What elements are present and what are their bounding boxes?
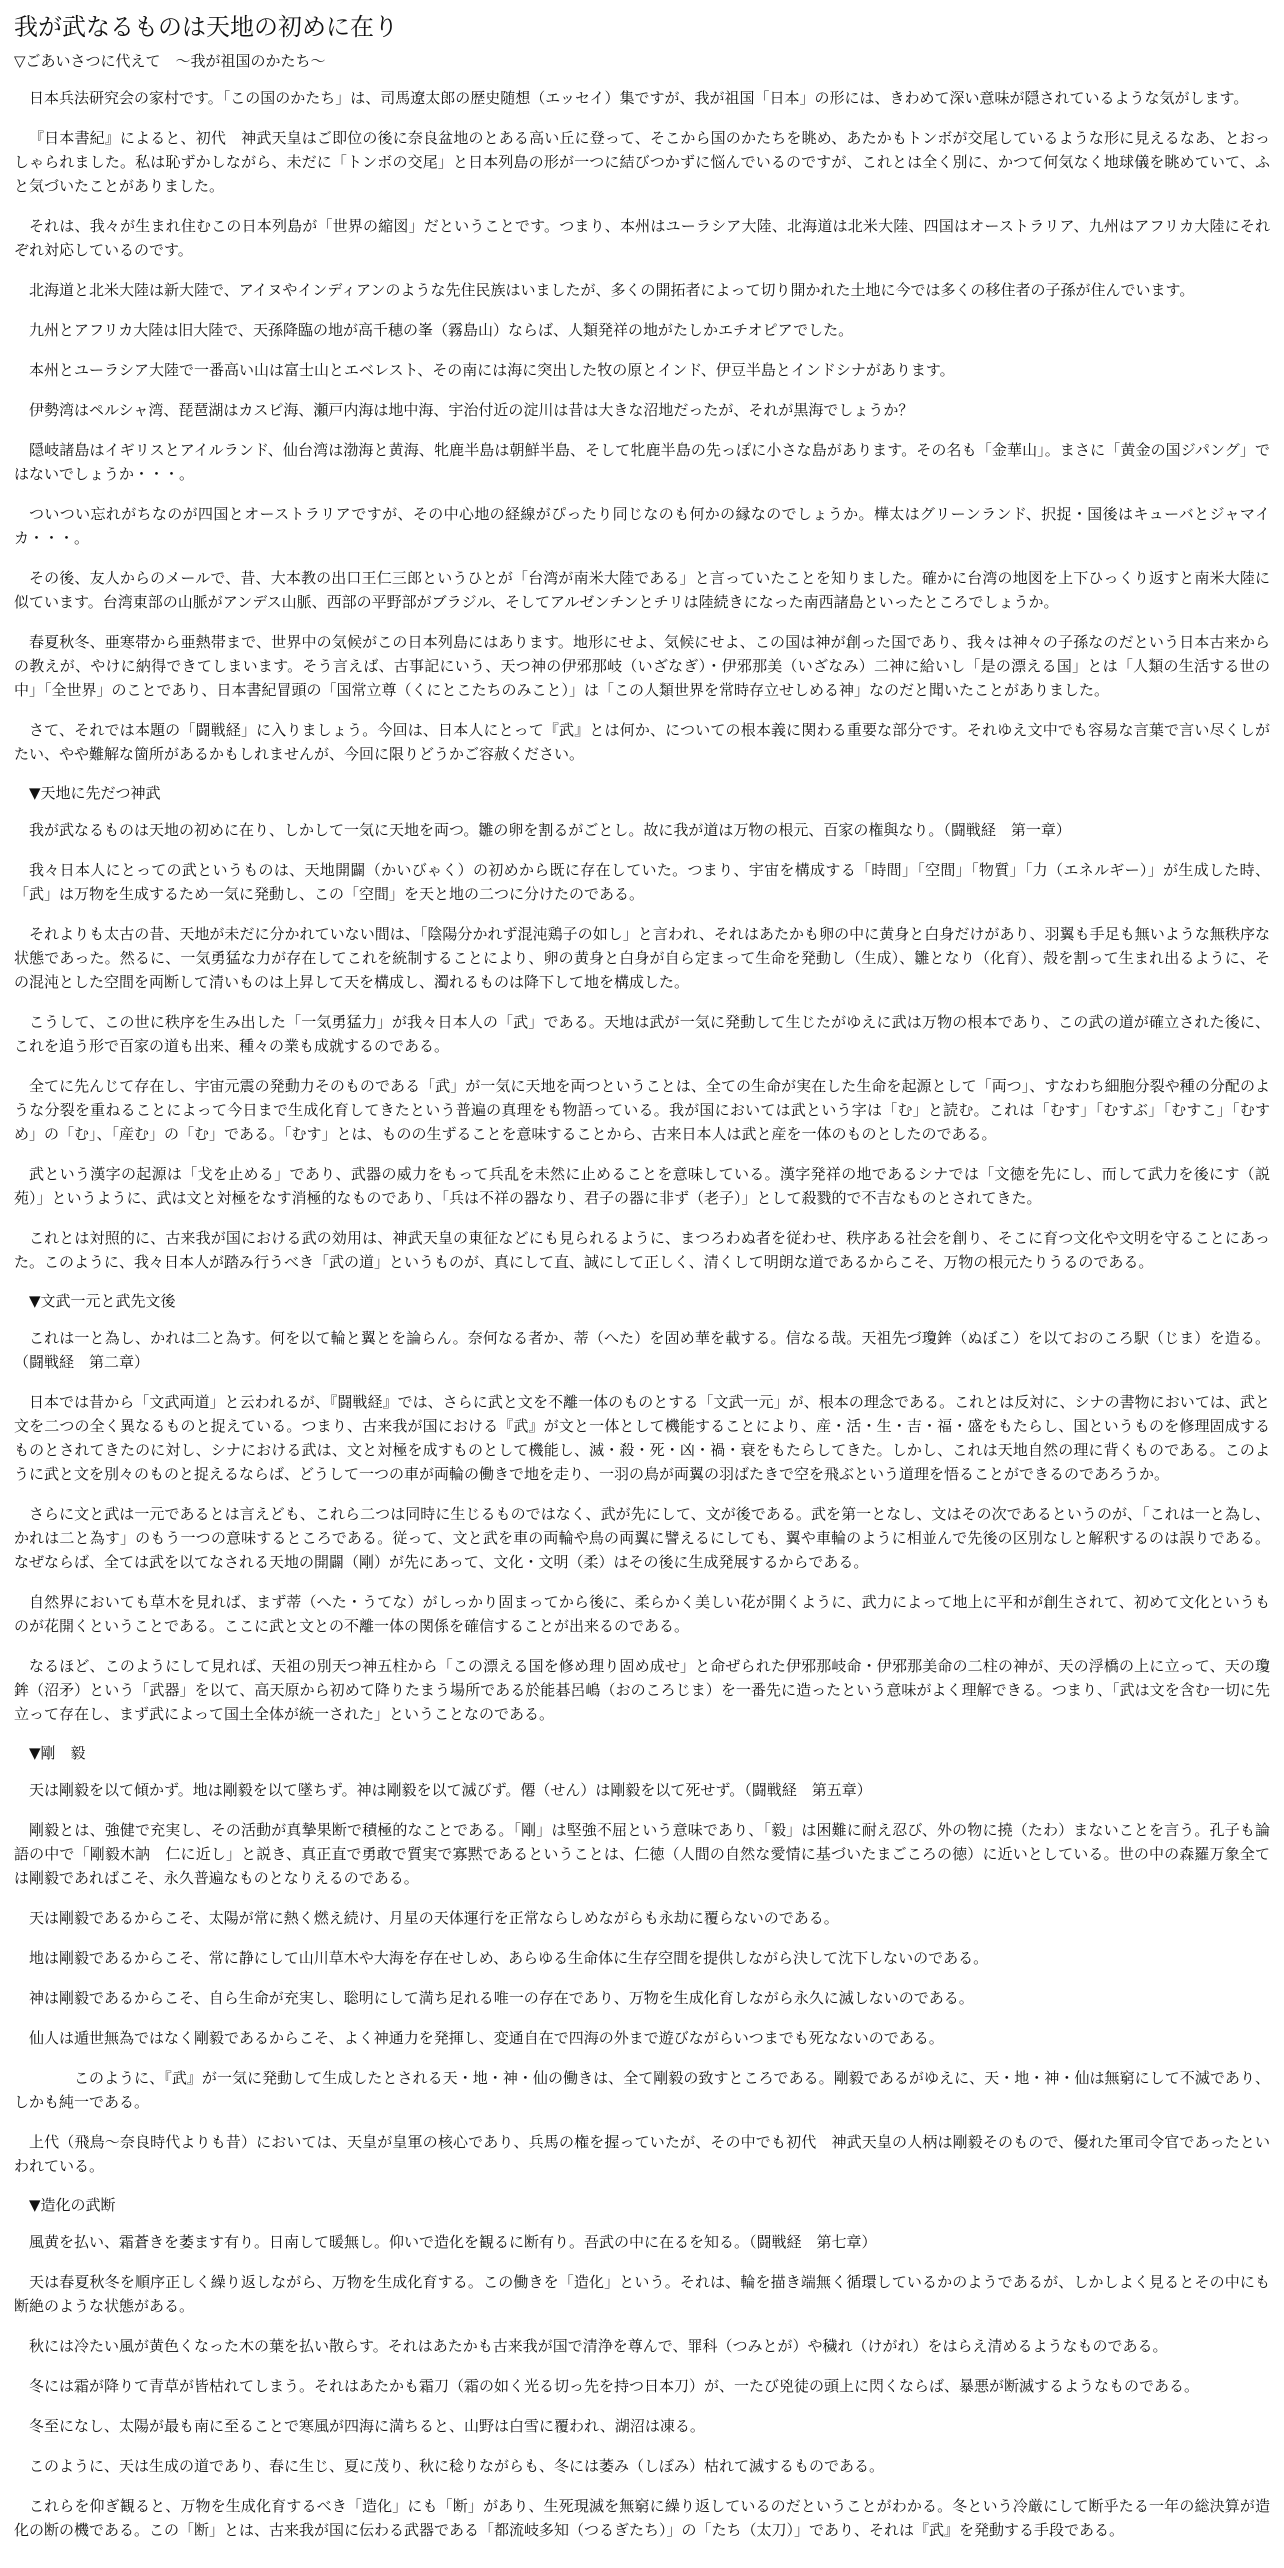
paragraph: さて、それでは本題の「闘戦経」に入りましょう。今回は、日本人にとって『武』とは何か、についての根本義に関わる重要な部分です。それゆえ文中でも容易な言葉で言い尽くしがたい、やや難解な箇所があるかもしれませんが、今回に限りどうかご容赦ください。 <box>14 721 1270 763</box>
paragraph: 天は春夏秋冬を順序正しく繰り返しながら、万物を生成化育する。この働きを「造化」という。それは、輪を描き端無く循環しているかのようであるが、しかしよく見るとその中にも断絶のような状態がある。 <box>14 2273 1270 2315</box>
paragraph: 神は剛毅であるからこそ、自ら生命が充実し、聡明にして満ち足れる唯一の存在であり、万物を生成化育しながら永久に滅しないのである。 <box>29 1989 974 2007</box>
paragraph: このように、『武』が一気に発動して生成したとされる天・地・神・仙の働きは、全て剛毅の致すところである。剛毅であるがゆえに、天・地・神・仙は無窮にして不滅であり、しかも純一である。 <box>14 2069 1270 2111</box>
paragraph: なるほど、このようにして見れば、天祖の別天つ神五柱から「この漂える国を修め理り固め成せ」と命ぜられた伊邪那岐命・伊邪那美命の二柱の神が、天の浮橋の上に立って、天の瓊鉾（沼矛）という「武器」を以て、高天原から初めて降りたまう場所である於能碁呂嶋（おのころじま）を一番先に造ったという意味がよく理解できる。つまり、「武は文を含む一切に先立って存在し、まず武によって国土全体が統一された」ということなのである。 <box>14 1657 1270 1723</box>
section-shinmu <box>14 782 1270 1274</box>
section-goki <box>14 1742 1270 2178</box>
paragraph: 上代（飛鳥～奈良時代よりも昔）においては、天皇が皇軍の核心であり、兵馬の権を握っていたが、その中でも初代 神武天皇の人柄は剛毅そのもので、優れた軍司令官であったといわれている。 <box>14 2133 1270 2175</box>
section-heading: ▼剛 毅 <box>29 1744 86 1762</box>
paragraph: 全てに先んじて存在し、宇宙元震の発動力そのものである「武」が一気に天地を両つということは、全ての生命が実在した生命を起源として「両つ」、すなわち細胞分裂や種の分配のような分裂を重ねることによって今日まで生成化育してきたという普遍の真理をも物語っている。我が国においては武という字は「む」と読む。これは「むす」「むすぶ」「むすこ」「むすめ」の「む」、「産む」の「む」である。「むす」とは、ものの生ずることを意味することから、古来日本人は武と産を一体のものとしたのである。 <box>14 1077 1270 1143</box>
paragraph: さらに文と武は一元であるとは言えども、これら二つは同時に生じるものではなく、武が先にして、文が後である。武を第一となし、文はその次であるというのが、「これは一と為し、かれは二と為す」のもう一つの意味するところである。従って、文と武を車の両輪や鳥の両翼に譬えるにしても、翼や車輪のように相並んで先後の区別なしと解釈するのは誤りである。なぜならば、全ては武を以てなされる天地の開闢（剛）が先にあって、文化・文明（柔）はその後に生成発展するからである。 <box>14 1505 1270 1571</box>
section-heading: ▼文武一元と武先文後 <box>29 1292 176 1310</box>
paragraph: 本州とユーラシア大陸で一番高い山は富士山とエベレスト、その南には海に突出した牧の原とインド、伊豆半島とインドシナがあります。 <box>29 361 955 379</box>
paragraph: 天は剛毅を以て傾かず。地は剛毅を以て墜ちず。神は剛毅を以て滅びず。僊（せん）は剛毅を以て死せず。（闘戦経 第五章） <box>29 1781 872 1799</box>
paragraph: これとは対照的に、古来我が国における武の効用は、神武天皇の東征などにも見られるように、まつろわぬ者を従わせ、秩序ある社会を創り、そこに育つ文化や文明を守ることにあった。このように、我々日本人が踏み行うべき「武の道」というものが、真にして直、誠にして正しく、清くして明朗な道であるからこそ、万物の根元たりうるのである。 <box>14 1229 1270 1271</box>
paragraph: こうして、この世に秩序を生み出した「一気勇猛力」が我々日本人の「武」である。天地は武が一気に発動して生じたがゆえに武は万物の根本であり、この武の道が確立された後に、これを追う形で百家の道も出来、種々の業も成就するのである。 <box>14 1013 1270 1055</box>
paragraph: 日本では昔から「文武両道」と云われるが、『闘戦経』では、さらに武と文を不離一体のものとする「文武一元」が、根本の理念である。これとは反対に、シナの書物においては、武と文を二つの全く異なるものと捉えている。つまり、古来我が国における『武』が文と一体として機能することにより、産・活・生・吉・福・盛をもたらし、国というものを修理固成するものとされてきたのに対し、シナにおける武は、文と対極を成すものとして機能し、滅・殺・死・凶・禍・衰をもたらしてきた。しかし、これは天地自然の理に背くものである。このように武と文を別々のものと捉えるならば、どうして一つの車が両輪の働きで地を走り、一羽の鳥が両翼の羽ばたきで空を飛ぶという道理を悟ることができるのであろうか。 <box>14 1393 1270 1483</box>
section-zouka <box>14 2194 1270 2542</box>
paragraph: これは一と為し、かれは二と為す。何を以て輪と翼とを論らん。奈何なる者か、蒂（へた）を固め華を載する。信なる哉。天祖先づ瓊鉾（ぬぼこ）を以ておのころ駅（じま）を造る。（闘戦経 第二章） <box>14 1329 1270 1371</box>
page-title: 我が武なるものは天地の初めに在り <box>14 13 398 41</box>
page-subtitle: ▽ごあいさつに代えて ～我が祖国のかたち～ <box>14 52 326 70</box>
paragraph: 日本兵法研究会の家村です。「この国のかたち」は、司馬遼太郎の歴史随想（エッセイ）集ですが、我が祖国「日本」の形には、きわめて深い意味が隠されているような気がします。 <box>29 89 1249 107</box>
paragraph: ついつい忘れがちなのが四国とオーストラリアですが、その中心地の経線がぴったり同じなのも何かの縁なのでしょうか。樺太はグリーンランド、択捉・国後はキューバとジャマイカ・・・。 <box>14 505 1270 547</box>
paragraph: 天は剛毅であるからこそ、太陽が常に熱く燃え続け、月星の天体運行を正常ならしめながらも永劫に覆らないのである。 <box>29 1909 839 1927</box>
paragraph: 仙人は遁世無為ではなく剛毅であるからこそ、よく神通力を発揮し、変通自在で四海の外まで遊びながらいつまでも死なないのである。 <box>29 2029 944 2047</box>
paragraph: 秋には冷たい風が黄色くなった木の葉を払い散らす。それはあたかも古来我が国で清浄を尊んで、罪科（つみとが）や穢れ（けがれ）をはらえ清めるようなものである。 <box>29 2337 1168 2355</box>
paragraph: 我が武なるものは天地の初めに在り、しかして一気に天地を両つ。雛の卵を割るがごとし。故に我が道は万物の根元、百家の権與なり。（闘戦経 第一章） <box>29 821 1071 839</box>
paragraph: 伊勢湾はペルシャ湾、琵琶湖はカスピ海、瀬戸内海は地中海、宇治付近の淀川は昔は大きな沼地だったが、それが黒海でしょうか？ <box>29 401 914 419</box>
paragraph: 武という漢字の起源は「戈を止める」であり、武器の威力をもって兵乱を未然に止めることを意味している。漢字発祥の地であるシナでは「文徳を先にし、而して武力を後にす（説苑）」というように、武は文と対極をなす消極的なものであり、「兵は不祥の器なり、君子の器に非ず（老子）」として殺戮的で不吉なものとされてきた。 <box>14 1165 1270 1207</box>
paragraph: 九州とアフリカ大陸は旧大陸で、天孫降臨の地が高千穂の峯（霧島山）ならば、人類発祥の地がたしかエチオピアでした。 <box>29 321 854 339</box>
paragraph: その後、友人からのメールで、昔、大本教の出口王仁三郎というひとが「台湾が南米大陸である」と言っていたことを知りました。確かに台湾の地図を上下ひっくり返すと南米大陸に似ています。台湾東部の山脈がアンデス山脈、西部の平野部がブラジル、そしてアルゼンチンとチリは陸続きになった南西諸島といったところでしょうか。 <box>14 569 1270 611</box>
paragraph: 春夏秋冬、亜寒帯から亜熱帯まで、世界中の気候がこの日本列島にはあります。地形にせよ、気候にせよ、この国は神が創った国であり、我々は神々の子孫なのだという日本古来からの教えが、やけに納得できてしまいます。そう言えば、古事記にいう、天つ神の伊邪那岐（いざなぎ）・伊邪那美（いざなみ）二神に給いし「是の漂える国」とは「人類の生活する世の中」「全世界」のことであり、日本書紀冒頭の「国常立尊（くにとこたちのみこと）」は「この人類世界を常時存立せしめる神」なのだと聞いたことがありました。 <box>14 633 1270 699</box>
paragraph: これらを仰ぎ観ると、万物を生成化育するべき「造化」にも「断」があり、生死現滅を無窮に繰り返しているのだということがわかる。冬という冷厳にして断乎たる一年の総決算が造化の断の機である。この「断」とは、古来我が国に伝わる武器である「都流岐多知（つるぎたち）」の「たち（太刀）」であり、それは『武』を発動する手段である。 <box>14 2497 1270 2539</box>
paragraph: 地は剛毅であるからこそ、常に静にして山川草木や大海を存在せしめ、あらゆる生命体に生存空間を提供しながら決して沈下しないのである。 <box>29 1949 989 1967</box>
intro-section <box>14 86 1270 766</box>
paragraph: 北海道と北米大陸は新大陸で、アイヌやインディアンのような先住民族はいましたが、多くの開拓者によって切り開かれた土地に今では多くの移住者の子孫が住んでいます。 <box>29 281 1195 299</box>
paragraph: 剛毅とは、強健で充実し、その活動が真摯果断で積極的なことである。「剛」は堅強不屈という意味であり、「毅」は困難に耐え忍び、外の物に撓（たわ）まないことを言う。孔子も論語の中で「剛毅木訥 仁に近し」と説き、真正直で勇敢で質実で寡黙であるということは、仁徳（人間の自然な愛情に基づいたまごころの徳）に近いとしている。世の中の森羅万象全ては剛毅であればこそ、永久普遍なものとなりえるのである。 <box>14 1821 1270 1887</box>
paragraph: 冬には霜が降りて青草が皆枯れてしまう。それはあたかも霜刀（霜の如く光る切っ先を持つ日本刀）が、一たび兇徒の頭上に閃くならば、暴悪が断滅するようなものである。 <box>29 2377 1200 2395</box>
paragraph: 風黄を払い、霜蒼きを萎ます有り。日南して暖無し。仰いで造化を観るに断有り。吾武の中に在るを知る。（闘戦経 第七章） <box>29 2233 877 2251</box>
section-heading: ▼造化の武断 <box>29 2196 116 2214</box>
paragraph: 『日本書紀』によると、初代 神武天皇はご即位の後に奈良盆地のとある高い丘に登って、そこから国のかたちを眺め、あたかもトンボが交尾しているような形に見えるなあ、とおっしゃられました。私は恥ずかしながら、未だに「トンボの交尾」と日本列島の形が一つに結びつかずに悩んでいるのですが、これとは全く別に、かつて何気なく地球儀を眺めていて、ふと気づいたことがありました。 <box>14 129 1270 195</box>
paragraph: 隠岐諸島はイギリスとアイルランド、仙台湾は渤海と黄海、牝鹿半島は朝鮮半島、そして牝鹿半島の先っぽに小さな島があります。その名も「金華山」。まさに「黄金の国ジパング」ではないでしょうか・・・。 <box>14 441 1270 483</box>
section-heading: ▼天地に先だつ神武 <box>29 784 161 802</box>
paragraph: 自然界においても草木を見れば、まず蒂（へた・うてな）がしっかり固まってから後に、柔らかく美しい花が開くように、武力によって地上に平和が創生されて、初めて文化というものが花開くということである。ここに武と文との不離一体の関係を確信することが出来るのである。 <box>14 1593 1270 1635</box>
paragraph: 冬至になし、太陽が最も南に至ることで寒風が四海に満ちると、山野は白雪に覆われ、湖沼は凍る。 <box>29 2417 705 2435</box>
paragraph: それは、我々が生まれ住むこの日本列島が「世界の縮図」だということです。つまり、本州はユーラシア大陸、北海道は北米大陸、四国はオーストラリア、九州はアフリカ大陸にそれぞれ対応しているのです。 <box>14 217 1270 259</box>
paragraph: 我々日本人にとっての武というものは、天地開闢（かいびゃく）の初めから既に存在していた。つまり、宇宙を構成する「時間」「空間」「物質」「力（エネルギー）」が生成した時、「武」は万物を生成するため一気に発動し、この「空間」を天と地の二つに分けたのである。 <box>14 861 1270 903</box>
section-bunbu <box>14 1290 1270 1726</box>
paragraph: それよりも太古の昔、天地が未だに分かれていない間は、「陰陽分かれず混沌鶏子の如し」と言われ、それはあたかも卵の中に黄身と白身だけがあり、羽翼も手足も無いような無秩序な状態であった。然るに、一気勇猛な力が存在してこれを統制することにより、卵の黄身と白身が自ら定まって生命を発動し（生成）、雛となり（化育）、殻を割って生まれ出るように、その混沌とした空間を両断して清いものは上昇して天を構成し、濁れるものは降下して地を構成した。 <box>14 925 1270 991</box>
paragraph: このように、天は生成の道であり、春に生じ、夏に茂り、秋に稔りながらも、冬には萎み（しぼみ）枯れて滅するものである。 <box>29 2457 885 2475</box>
